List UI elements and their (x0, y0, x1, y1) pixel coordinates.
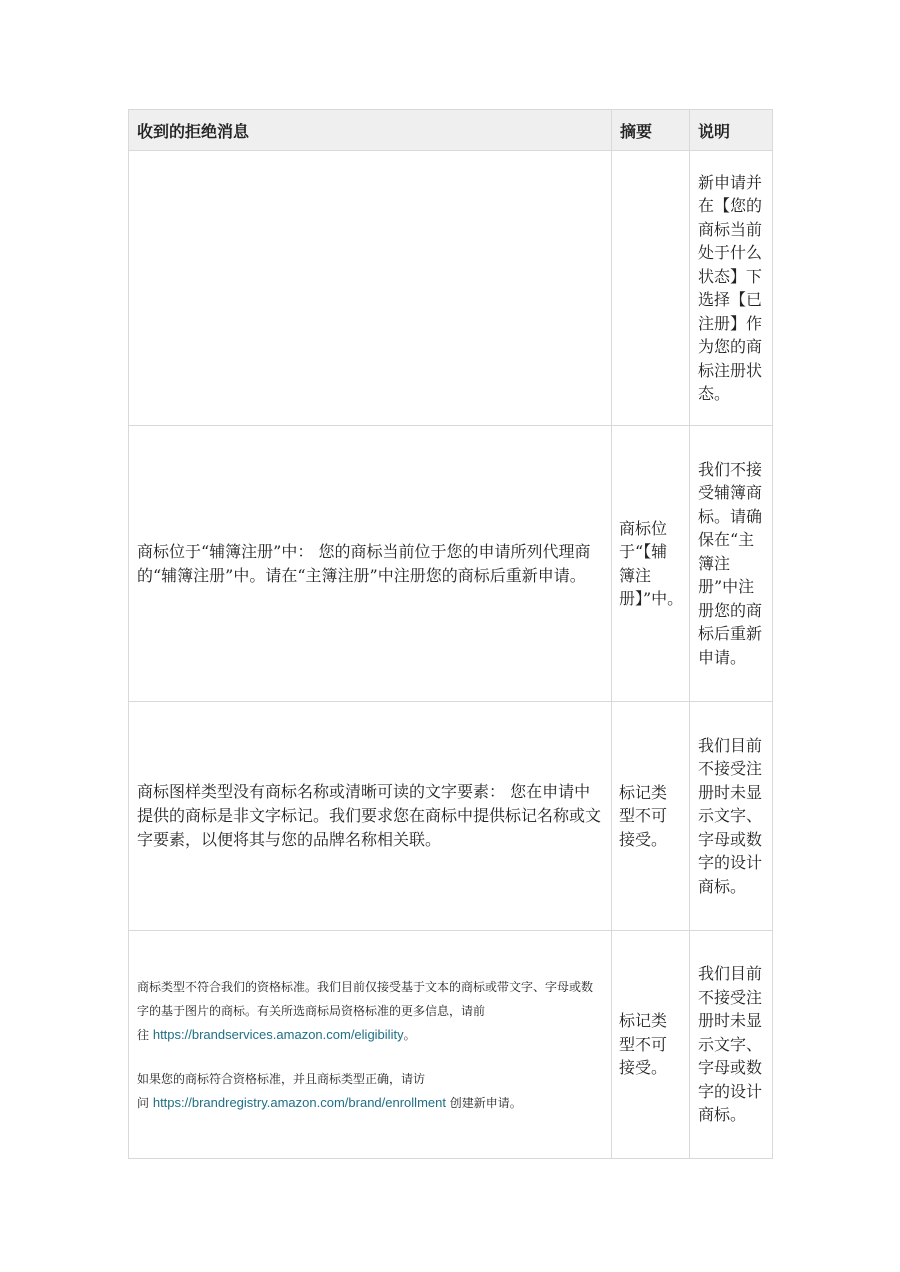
enrollment-link[interactable]: https://brandregistry.amazon.com/brand/enrollment (152, 1094, 446, 1110)
message-text: 如果您的商标符合资格标准，并且商标类型正确，请访问 (137, 1071, 426, 1110)
table-row (129, 931, 773, 1159)
message-text: 商标类型不符合我们的资格标准。我们目前仅接受基于文本的商标或带文字、字母或数字的基于图片的商标。有关所选商标局资格标准的更多信息，请前往 (137, 979, 594, 1042)
cell-explanation: 新申请并在【您的商标当前处于什么状态】下选择【已注册】作为您的商标注册状态。 (690, 151, 773, 426)
table-row (129, 151, 773, 426)
table-row (129, 426, 773, 702)
table-header-row (129, 110, 773, 151)
cell-message (129, 151, 612, 426)
cell-summary: 标记类型不可接受。 (612, 931, 690, 1159)
cell-summary: 标记类型不可接受。 (612, 702, 690, 931)
eligibility-link[interactable]: https://brandservices.amazon.com/eligibility (152, 1026, 404, 1042)
cell-summary: 商标位于“【辅簿注册】”中。 (612, 426, 690, 702)
header-summary: 摘要 (612, 110, 690, 151)
cell-explanation: 我们不接受辅簿商标。请确保在“主簿注册”中注册您的商标后重新申请。 (690, 426, 773, 702)
message-text-end: 。 (403, 1027, 416, 1042)
cell-message (129, 931, 612, 1159)
cell-explanation: 我们目前不接受注册时未显示文字、字母或数字的设计商标。 (690, 931, 773, 1159)
rejection-messages-table (128, 109, 773, 1159)
message-text-end: 创建新申请。 (449, 1095, 522, 1110)
cell-message: 商标图样类型没有商标名称或清晰可读的文字要素： 您在申请中提供的商标是非文字标记。我们要求您在商标中提供标记名称或文字要素，以便将其与您的品牌名称相关联。 (129, 702, 612, 931)
message-paragraph-eligibility (137, 975, 603, 1047)
table-row (129, 702, 773, 931)
cell-message: 商标位于“辅簿注册”中： 您的商标当前位于您的申请所列代理商的“辅簿注册”中。请在“主簿注册”中注册您的商标后重新申请。 (129, 426, 612, 702)
cell-explanation: 我们目前不接受注册时未显示文字、字母或数字的设计商标。 (690, 702, 773, 931)
cell-summary (612, 151, 690, 426)
message-paragraph-enrollment (137, 1067, 603, 1115)
header-rejection-message: 收到的拒绝消息 (129, 110, 612, 151)
header-explanation: 说明 (690, 110, 773, 151)
